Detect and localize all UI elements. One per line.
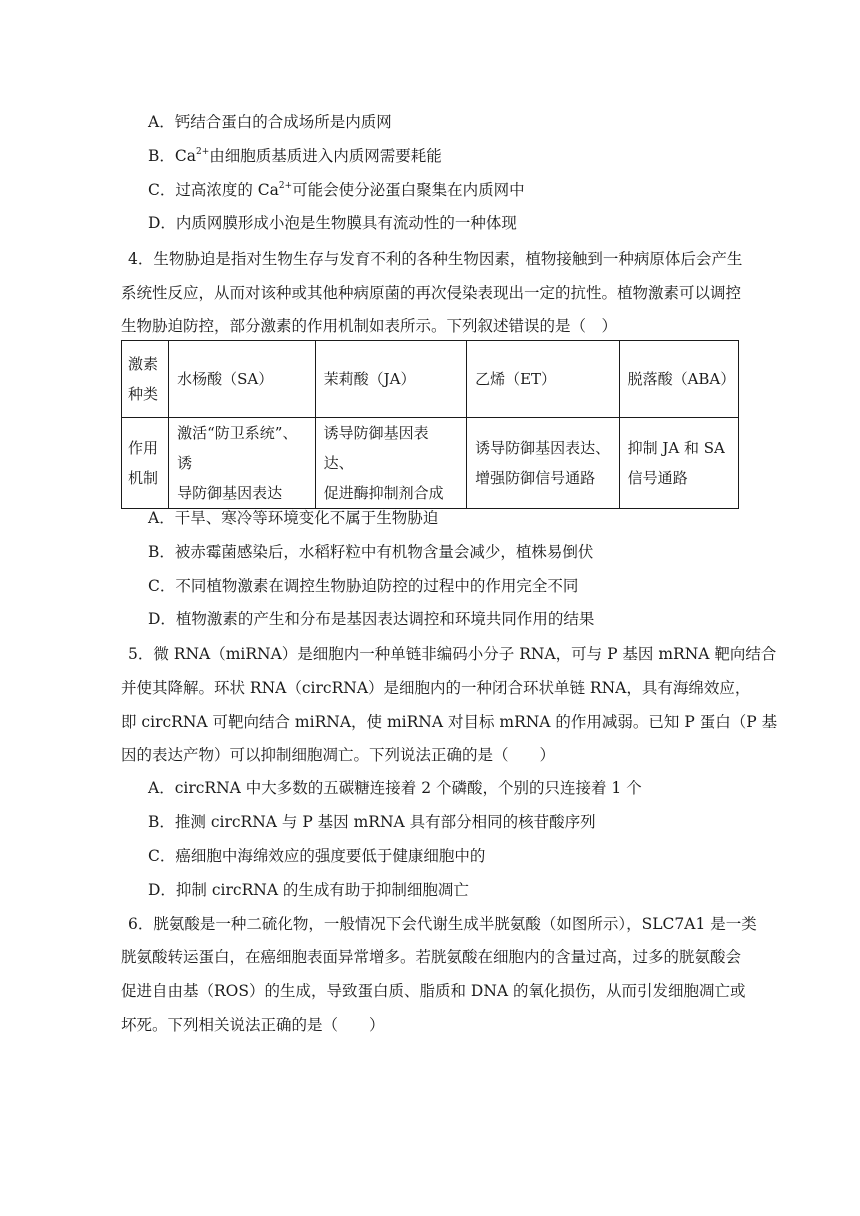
table-row: [122, 341, 739, 418]
cell-line: 抑制 JA 和 SA: [627, 439, 725, 457]
q5-option-d: D．抑制 circRNA 的生成有助于抑制细胞凋亡: [148, 881, 469, 899]
table-cell: [169, 418, 315, 509]
table-cell: 脱落酸（ABA）: [619, 341, 738, 418]
q4-option-c: C．不同植物激素在调控生物胁迫防控的过程中的作用完全不同: [148, 577, 579, 595]
q3-option-c: [148, 180, 525, 200]
table-cell: 水杨酸（SA）: [169, 341, 315, 418]
q3-option-a: A．钙结合蛋白的合成场所是内质网: [148, 113, 392, 131]
q3-option-c-pre: C．过高浓度的 Ca: [148, 181, 279, 199]
table-cell: 乙烯（ET）: [467, 341, 619, 418]
q3-option-b-pre: B．Ca: [148, 147, 196, 165]
cell-line: 促进酶抑制剂合成: [323, 484, 444, 502]
q6-stem-line-2: 胱氨酸转运蛋白，在癌细胞表面异常增多。若胱氨酸在细胞内的含量过高，过多的胱氨酸会: [121, 948, 742, 966]
q3-option-c-post: 可能会使分泌蛋白聚集在内质网中: [292, 181, 525, 199]
table-cell: 茉莉酸（JA）: [315, 341, 466, 418]
q4-option-a: A．干旱、寒冷等环境变化不属于生物胁迫: [148, 509, 439, 527]
q6-stem-line-3: 促进自由基（ROS）的生成，导致蛋白质、脂质和 DNA 的氧化损伤，从而引发细胞凋亡或: [121, 982, 746, 1000]
q6-stem-line-4: 坏死。下列相关说法正确的是（ ）: [121, 1016, 385, 1034]
header-line: 激素: [128, 355, 159, 373]
cell-line: 信号通路: [627, 469, 688, 487]
header-line: 作用: [128, 439, 159, 457]
cell-line: 诱导防御基因表达、: [323, 424, 429, 472]
q3-option-b-post: 由细胞质基质进入内质网需要耗能: [209, 147, 442, 165]
header-line: 机制: [128, 469, 159, 487]
table-row-header: [122, 341, 169, 418]
q5-stem-line-3: 即 circRNA 可靶向结合 miRNA，使 miRNA 对目标 mRNA 的作用减弱。已知 P 蛋白（P 基: [121, 713, 778, 731]
q3-option-d: D．内质网膜形成小泡是生物膜具有流动性的一种体现: [148, 214, 517, 232]
q4-stem-line-3: 生物胁迫防控，部分激素的作用机制如表所示。下列叙述错误的是（ ）: [121, 317, 618, 335]
hormone-mechanism-table: [121, 340, 739, 509]
cell-line: 增强防御信号通路: [475, 469, 596, 487]
q4-option-b: B．被赤霉菌感染后，水稻籽粒中有机物含量会减少，植株易倒伏: [148, 543, 594, 561]
header-line: 种类: [128, 385, 159, 403]
q4-stem-line-2: 系统性反应，从而对该种或其他种病原菌的再次侵染表现出一定的抗性。植物激素可以调控: [121, 284, 742, 302]
q3-option-b-sup: 2+: [196, 146, 210, 157]
q3-option-b: [148, 146, 442, 166]
q3-option-c-sup: 2+: [278, 180, 293, 191]
q5-stem-line-2: 并使其降解。环状 RNA（circRNA）是细胞内的一种闭合环状单链 RNA，具有海绵效应，: [121, 679, 751, 697]
q5-stem-line-1: 5．微 RNA（miRNA）是细胞内一种单链非编码小分子 RNA，可与 P 基因 mRNA 靶向结合: [128, 645, 777, 663]
table-cell: [467, 418, 619, 509]
cell-line: 诱导防御基因表达、: [475, 439, 611, 457]
table-cell: [619, 418, 738, 509]
cell-line: 激活“防卫系统”、诱: [177, 424, 298, 472]
q6-stem-line-1: 6．胱氨酸是一种二硫化物，一般情况下会代谢生成半胱氨酸（如图所示），SLC7A1 是一类: [128, 915, 757, 933]
table-row-header: [122, 418, 169, 509]
cell-line: 导防御基因表达: [177, 484, 283, 502]
table-row: [122, 418, 739, 509]
q5-option-c: C．癌细胞中海绵效应的强度要低于健康细胞中的: [148, 847, 486, 865]
table-cell: [315, 418, 466, 509]
q5-option-a: A．circRNA 中大多数的五碳糖连接着 2 个磷酸，个别的只连接着 1 个: [148, 779, 642, 797]
q4-stem-line-1: 4．生物胁迫是指对生物生存与发育不利的各种生物因素，植物接触到一种病原体后会产生: [128, 250, 743, 268]
q5-option-b: B．推测 circRNA 与 P 基因 mRNA 具有部分相同的核苷酸序列: [148, 813, 596, 831]
q5-stem-line-4: 因的表达产物）可以抑制细胞凋亡。下列说法正确的是（ ）: [121, 746, 556, 764]
q4-option-d: D．植物激素的产生和分布是基因表达调控和环境共同作用的结果: [148, 610, 595, 628]
